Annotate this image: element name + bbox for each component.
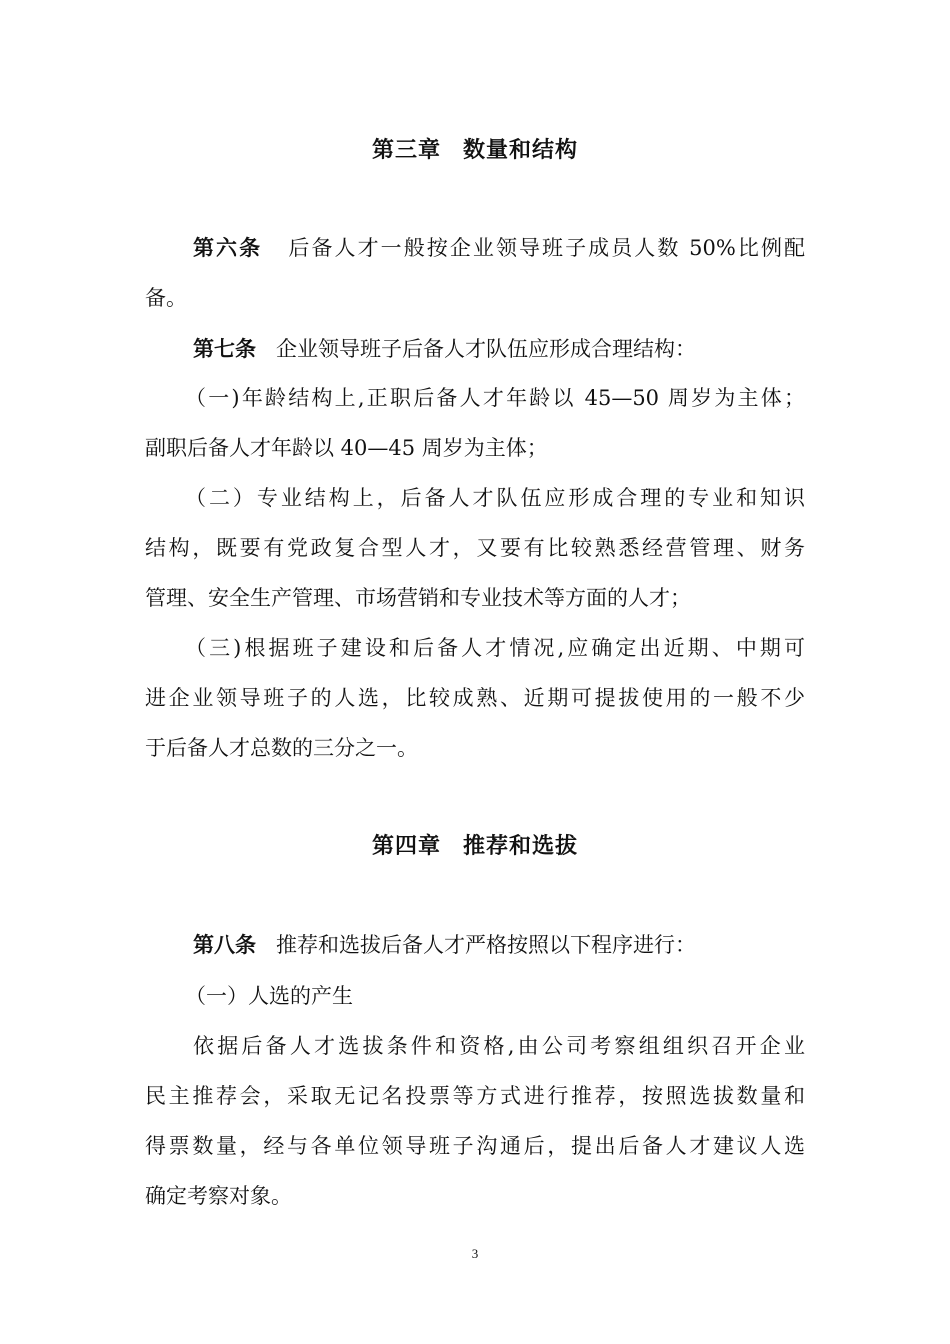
chapter-4-label: 第四章 bbox=[371, 834, 441, 859]
page-number: 3 bbox=[471, 1246, 479, 1261]
chapter-4-title: 推荐和选拔 bbox=[463, 834, 579, 859]
article-8-line-1 bbox=[193, 930, 805, 960]
article-7-item-3-line-3: 于后备人才总数的三分之一。 bbox=[145, 736, 418, 760]
chapter-3-heading bbox=[0, 136, 950, 166]
article-7-item-2-line-3: 管理、安全生产管理、市场营销和专业技术等方面的人才； bbox=[145, 586, 691, 610]
article-7-text-1: 企业领导班子后备人才队伍应形成合理结构： bbox=[276, 337, 697, 361]
article-8-para-line-1: 依据后备人才选拔条件和资格,由公司考察组组织召开企业 bbox=[193, 1034, 805, 1058]
article-7-item-1-line-2: 副职后备人才年龄以 40—45 周岁为主体； bbox=[145, 436, 548, 460]
article-7-item-1-line-1: （一)年龄结构上,正职后备人才年龄以 45—50 周岁为主体； bbox=[185, 386, 805, 410]
article-8-text-1: 推荐和选拔后备人才严格按照以下程序进行： bbox=[276, 933, 697, 957]
article-7-line-1 bbox=[193, 334, 805, 364]
chapter-3-label: 第三章 bbox=[371, 138, 441, 163]
article-6-line-2: 备。 bbox=[145, 286, 187, 310]
article-8-para-line-2: 民主推荐会，采取无记名投票等方式进行推荐，按照选拔数量和 bbox=[145, 1084, 805, 1108]
article-7-item-2-line-2: 结构，既要有党政复合型人才，又要有比较熟悉经营管理、财务 bbox=[145, 536, 805, 560]
article-8-para-line-3: 得票数量，经与各单位领导班子沟通后，提出后备人才建议人选 bbox=[145, 1134, 805, 1158]
article-7-label: 第七条 bbox=[193, 337, 256, 361]
article-7-item-3-line-2: 进企业领导班子的人选，比较成熟、近期可提拔使用的一般不少 bbox=[145, 686, 805, 710]
article-6-label: 第六条 bbox=[193, 236, 263, 260]
article-6-text-1: 后备人才一般按企业领导班子成员人数 50%比例配 bbox=[288, 236, 806, 260]
article-8-para-line-4: 确定考察对象。 bbox=[145, 1184, 292, 1208]
article-7-item-3-line-1: （三)根据班子建设和后备人才情况,应确定出近期、中期可 bbox=[185, 636, 805, 660]
article-8-item-1-title: （一）人选的产生 bbox=[185, 984, 353, 1008]
chapter-4-heading bbox=[0, 832, 950, 862]
article-8-label: 第八条 bbox=[193, 933, 256, 957]
chapter-3-title: 数量和结构 bbox=[463, 138, 579, 163]
article-7-item-2-line-1: （二）专业结构上，后备人才队伍应形成合理的专业和知识 bbox=[185, 486, 805, 510]
article-6-line-1 bbox=[193, 233, 805, 263]
